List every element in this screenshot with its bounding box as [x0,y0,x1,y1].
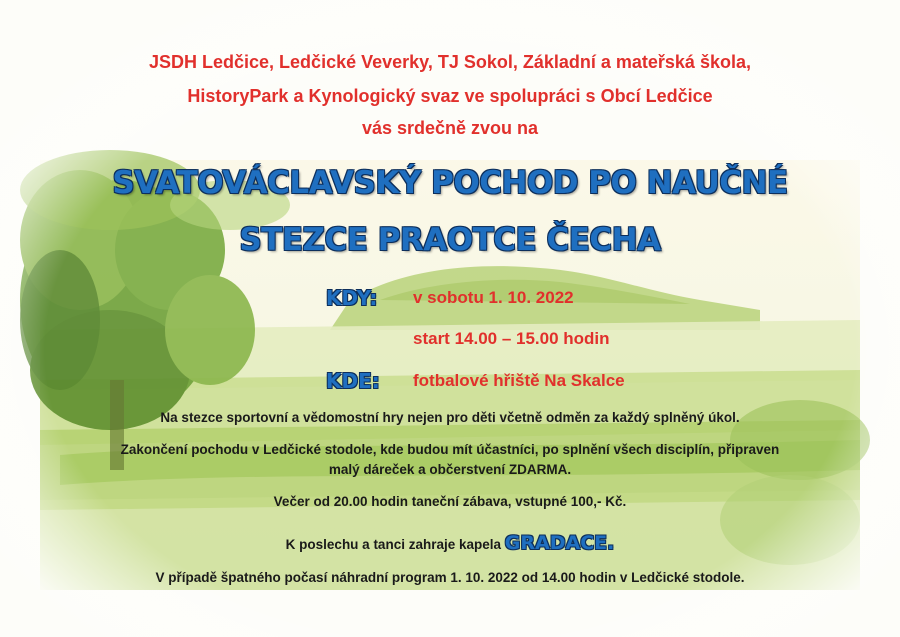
event-title-line-1: SVATOVÁCLAVSKÝ POCHOD PO NAUČNÉ [112,165,788,201]
organizers-line-1: JSDH Ledčice, Ledčické Veverky, TJ Sokol, Základní a mateřská škola, [149,52,751,72]
paragraph-ending-line-1: Zakončení pochodu v Ledčické stodole, kde budou mít účastníci, po splnění všech disciplín, připraven [120,442,780,457]
invitation-text: vás srdečně zvou na [361,118,539,138]
paragraph-games: Na stezce sportovní a vědomostní hry nejen pro děti včetně odměn za každý splněný úkol. [160,410,740,425]
paragraph-ending-line-2: malý dáreček a občerstvení ZDARMA. [328,462,572,477]
band-intro-text: K poslechu a tanci zahraje kapela [285,537,502,552]
event-start-time: start 14.00 – 15.00 hodin [413,329,610,348]
when-label: KDY: [326,286,378,310]
event-date: v sobotu 1. 10. 2022 [413,288,574,307]
where-label: KDE: [326,369,380,393]
paragraph-dance: Večer od 20.00 hodin taneční zábava, vstupné 100,- Kč. [273,494,627,509]
paragraph-band [0,532,900,554]
event-title-line-2: STEZCE PRAOTCE ČECHA [239,222,661,258]
band-name: GRADACE. [504,532,615,554]
organizers-line-2: HistoryPark a Kynologický svaz ve spolupráci s Obcí Ledčice [187,86,713,106]
event-place: fotbalové hřiště Na Skalce [413,371,625,390]
paragraph-bad-weather: V případě špatného počasí náhradní program 1. 10. 2022 od 14.00 hodin v Ledčické stodole. [155,570,745,585]
